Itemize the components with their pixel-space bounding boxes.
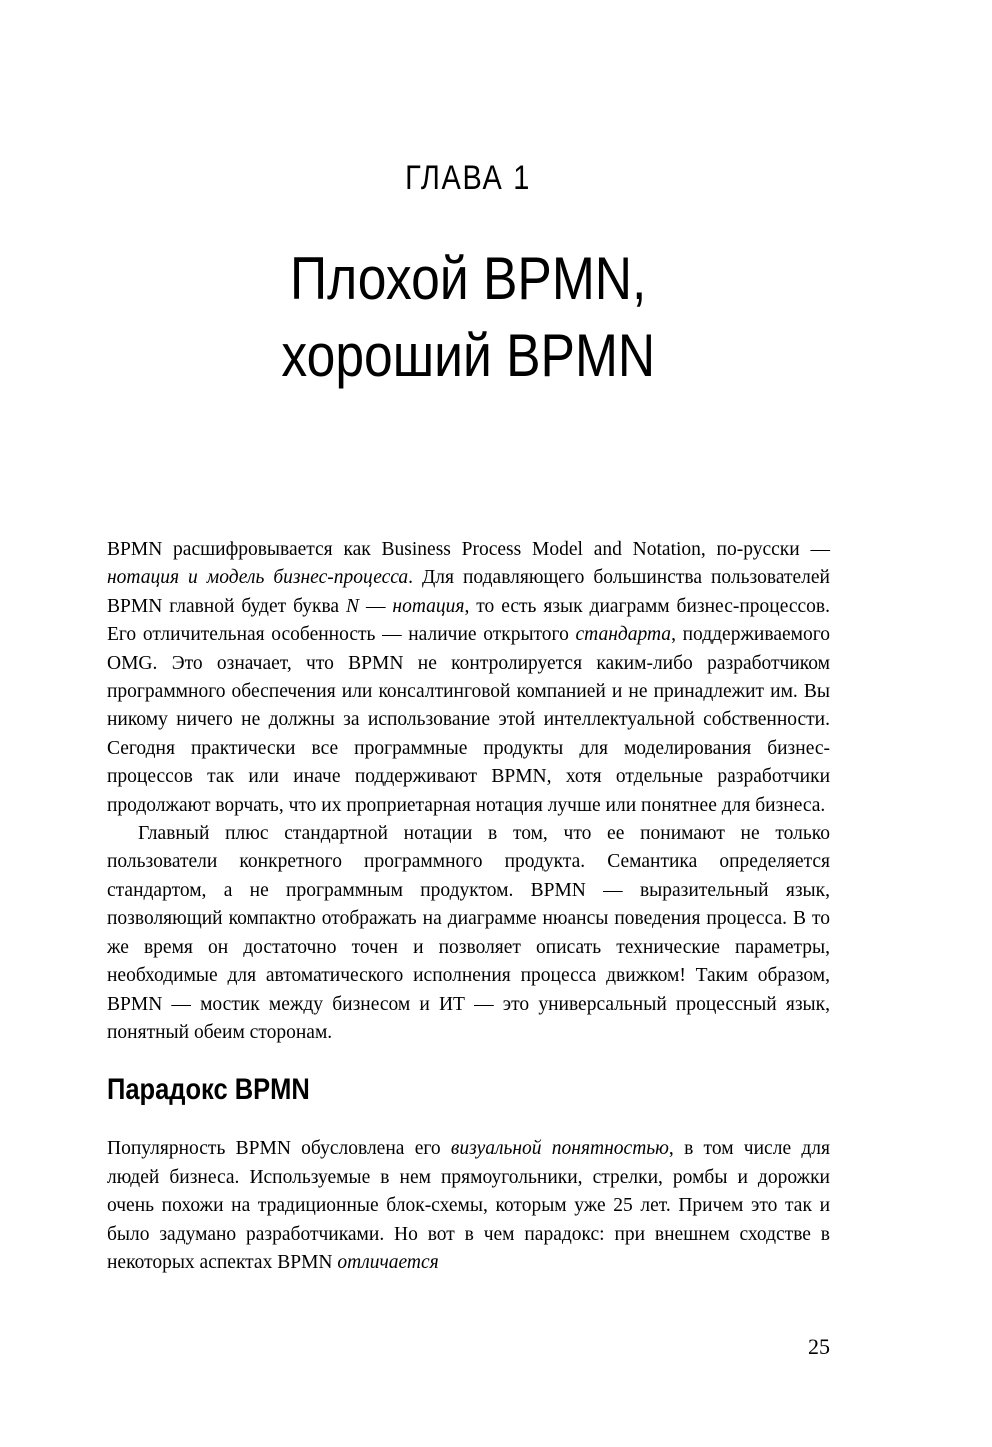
intro-paragraph-2: Главный плюс стандартной нотации в том, что ее понимают не только пользователи конкретного программного продукта. Семантика определяется стандартом, а не программным продуктом. BPMN — выразительный язык, позволяющий компактно отображать на диаграмме нюансы поведения процесса. В то же время он достаточно точен и позволяет описать технические параметры, необходимые для автоматического исполнения процесса движком! Таким образом, BPMN — мостик между бизнесом и ИТ — это универсальный процессный язык, понятный обеим сторонам. (107, 823, 830, 1043)
intro-paragraph-1: BPMN расшифровывается как Business Process Model and Notation, по-русски — нотация и модель бизнес-процесса. Для подавляющего большинства пользователей BPMN главной будет буква N — нотация, то есть язык диаграмм бизнес-процессов. Его отличительная особенность — наличие открытого стандарта, поддерживаемого OMG. Это означает, что BPMN не контролируется каким-либо разработчиком программного обеспечения или консалтинговой компанией и не принадлежит им. Вы никому ничего не должны за использование этой интеллектуальной собственности. Сегодня практически все программные продукты для моделирования бизнес-процессов так или иначе поддерживают BPMN, хотя отдельные разработчики продолжают ворчать, что их проприетарная нотация лучше или понятнее для бизнеса. (107, 539, 830, 816)
page-number: 25 (808, 1334, 830, 1359)
section-heading (107, 1074, 830, 1106)
section-paragraph-1: Популярность BPMN обусловлена его визуальной понятностью, в том числе для людей бизнеса. Используемые в нем прямоугольники, стрелки, ромбы и дорожки очень похожи на традиционные блок-схемы, которым уже 25 лет. Причем это так и было задумано разработчиками. Но вот в чем парадокс: при внешнем сходстве в некоторых аспектах BPMN отличается (107, 1138, 830, 1273)
chapter-title-line-2: хороший BPMN (281, 322, 656, 389)
chapter-title-line-1: Плохой BPMN, (290, 245, 647, 312)
chapter-title (107, 240, 830, 394)
body-text-block (107, 536, 830, 1277)
chapter-label (107, 158, 830, 198)
chapter-label-text: ГЛАВА 1 (405, 159, 532, 197)
section-heading-text: Парадокс BPMN (107, 1073, 310, 1107)
